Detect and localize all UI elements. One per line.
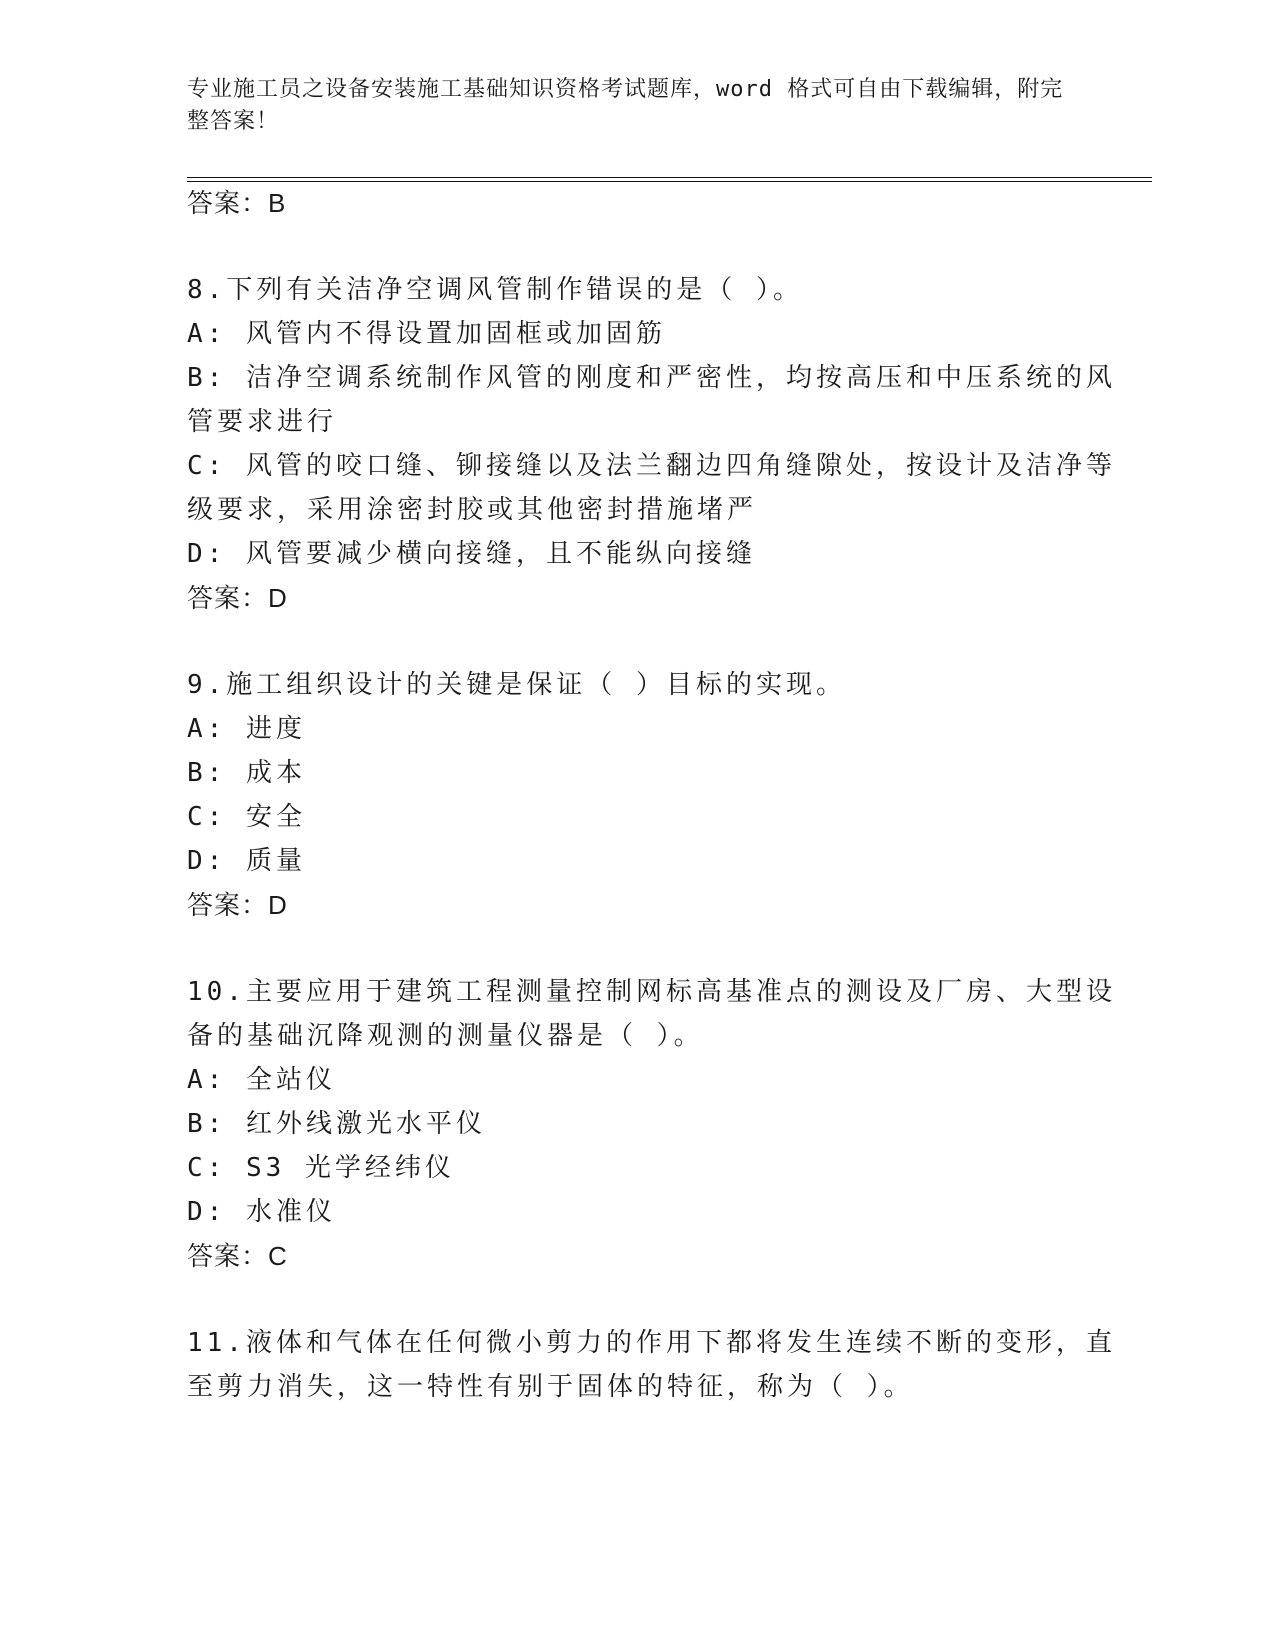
question-10-stem-line-1: 10.主要应用于建筑工程测量控制网标高基准点的测设及厂房、大型设 [187,977,1116,1007]
question-11-stem-line-1: 11.液体和气体在任何微小剪力的作用下都将发生连续不断的变形，直 [187,1328,1116,1358]
header-rule [187,177,1152,182]
question-9-option-d: D: 质量 [187,846,306,876]
question-11-stem-line-2: 至剪力消失，这一特性有别于固体的特征，称为（ ）。 [187,1372,914,1402]
question-9-option-c: C: 安全 [187,802,306,832]
question-10-option-a: A: 全站仪 [187,1065,336,1095]
answer-q7: 答案：B [187,188,287,218]
question-8-stem-line-1: 8.下列有关洁净空调风管制作错误的是（ ）。 [187,275,803,305]
question-8-option-b-line-1: B: 洁净空调系统制作风管的刚度和严密性，均按高压和中压系统的风 [187,363,1116,393]
answer-q9: 答案：D [187,890,288,920]
question-8-option-d: D: 风管要减少横向接缝，且不能纵向接缝 [187,539,756,569]
question-9-stem-line-1: 9.施工组织设计的关键是保证（ ）目标的实现。 [187,670,846,700]
question-9-option-b: B: 成本 [187,758,306,788]
answer-q10: 答案：C [187,1241,288,1271]
answer-q8: 答案：D [187,583,288,613]
question-10-option-c: C: S3 光学经纬仪 [187,1153,455,1183]
page-header: 专业施工员之设备安装施工基础知识资格考试题库，word 格式可自由下载编辑，附完整答案！ [187,77,1064,134]
question-9-option-a: A: 进度 [187,714,306,744]
question-10-option-b: B: 红外线激光水平仪 [187,1109,486,1139]
question-8-option-c-line-1: C: 风管的咬口缝、铆接缝以及法兰翻边四角缝隙处，按设计及洁净等 [187,451,1116,481]
question-10-stem-line-2: 备的基础沉降观测的测量仪器是（ ）。 [187,1021,704,1051]
question-8-option-a: A: 风管内不得设置加固框或加固筋 [187,319,666,349]
question-10-option-d: D: 水准仪 [187,1197,336,1227]
question-8-option-c-line-2: 级要求，采用涂密封胶或其他密封措施堵严 [187,495,758,525]
question-8-option-b-line-2: 管要求进行 [187,407,338,437]
